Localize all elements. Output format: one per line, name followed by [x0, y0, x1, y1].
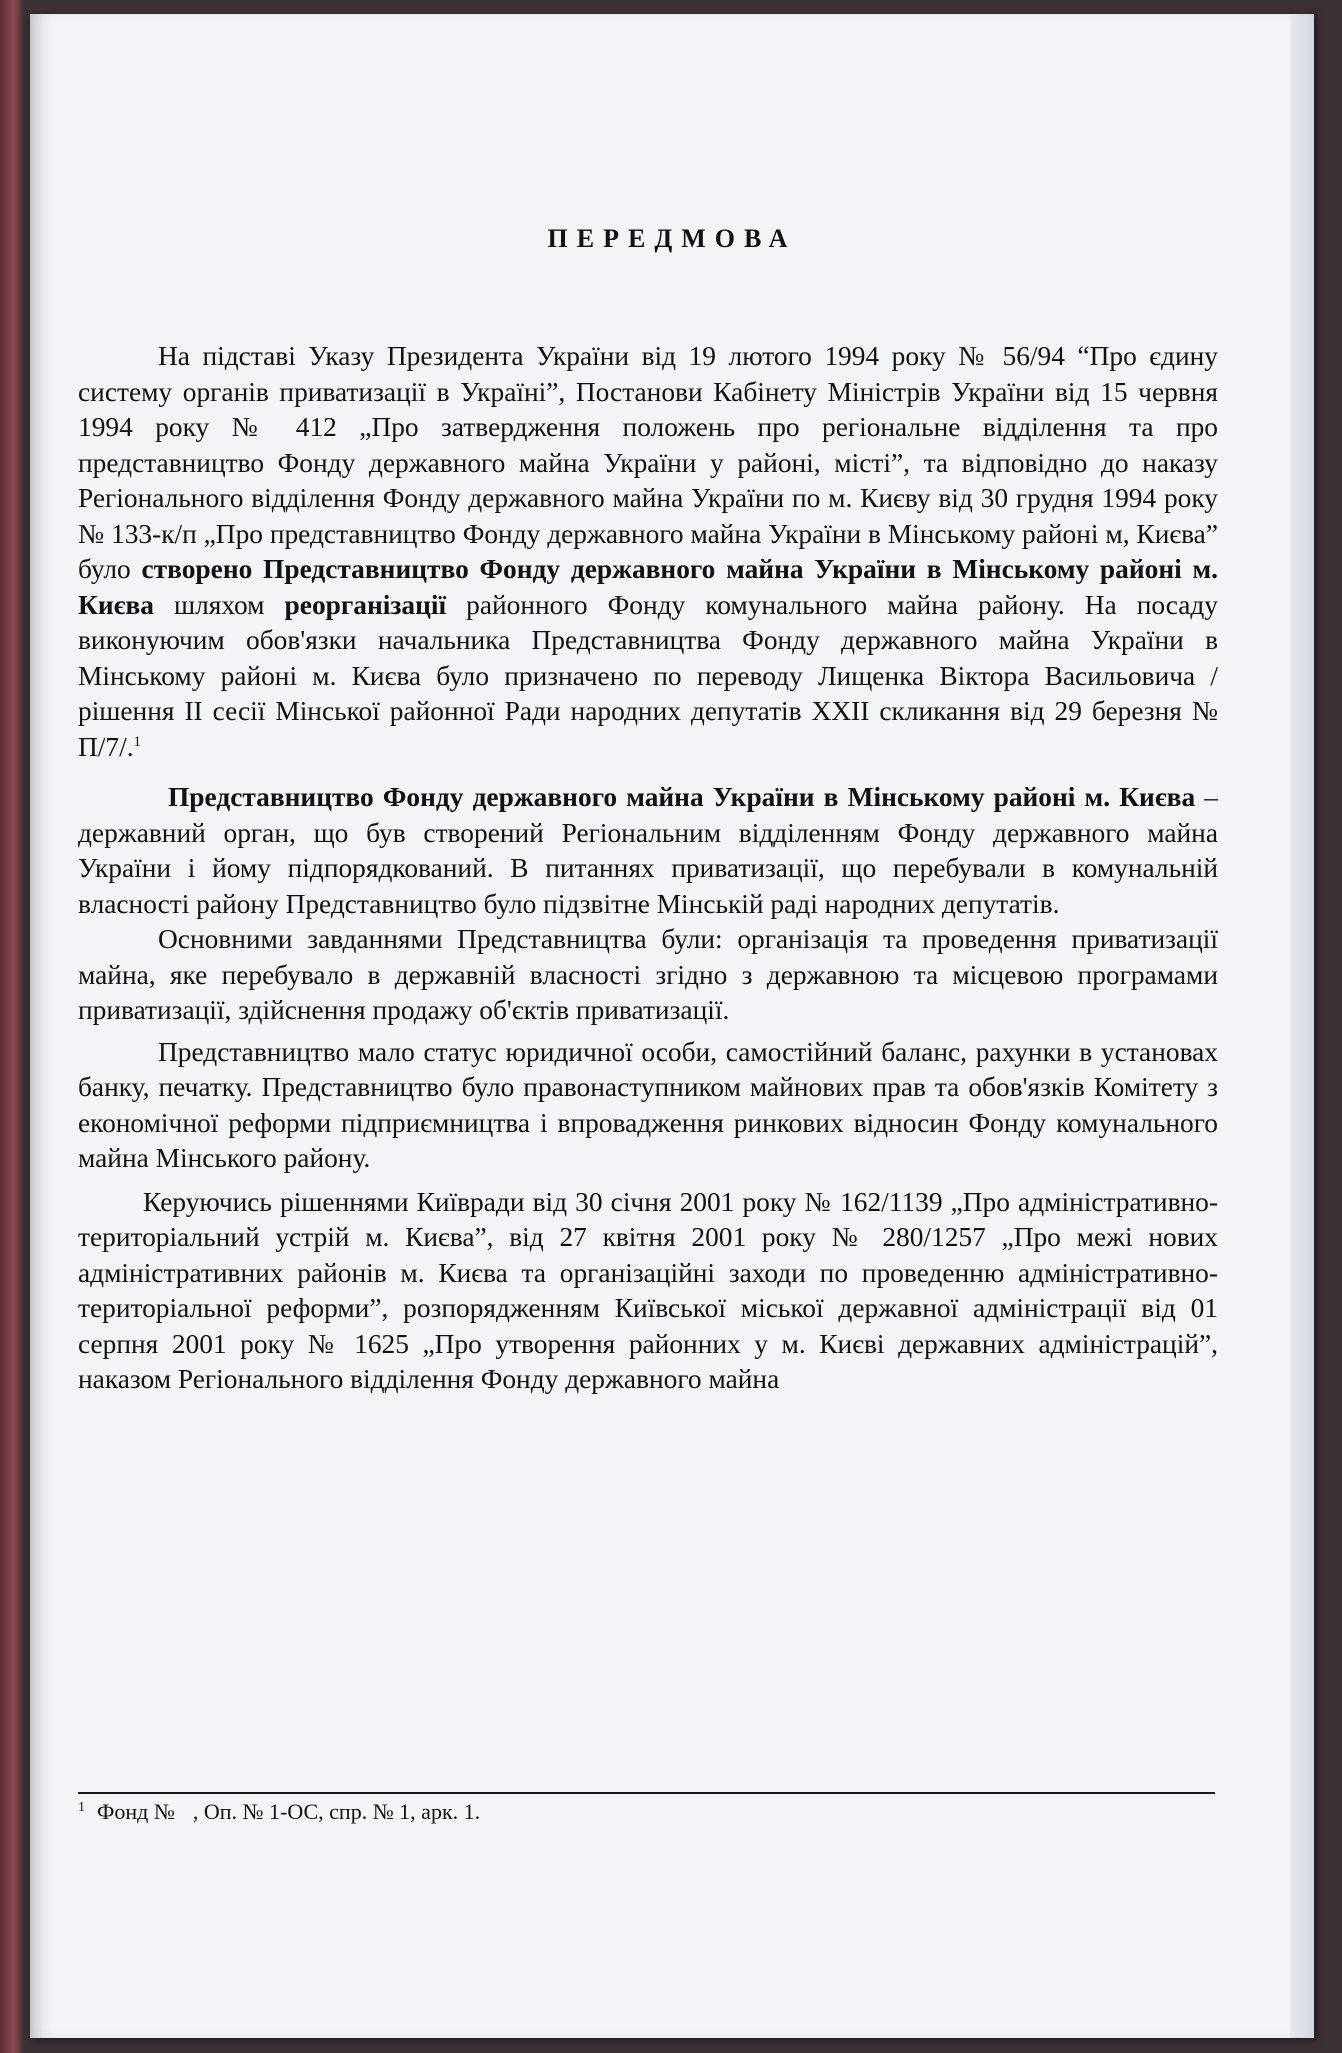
- paragraph-1-bold-d: реорганізації: [284, 589, 447, 620]
- footnote: [78, 1797, 480, 1827]
- paragraph-1-text-e: районного Фонду комунального майна району. На посаду виконуючим обов'язки начальника Представництва Фонду державного майна України в Мінському районі м. Києва було призначено по переводу Лищенка Віктора Васильовича /рішення ІІ сесії Мінської районної Ради народних депутатів ХХІІ скликання від 29 березня № П/7/.: [78, 589, 1219, 762]
- paragraph-1-bold-a: створено Представництво Фонду державного майна України в Мінському районі м. Києва: [78, 554, 1218, 620]
- paragraph-5: Керуючись рішеннями Київради від 30 січня 2001 року № 162/1139 „Про адміністративно-територіальний устрій м. Києва”, від 27 квітня 2001 року № 280/1257 „Про межі нових адміністративних районів м. Києва та організаційні заходи по проведенню адміністративно-територіальної реформи”, розпорядженням Київської міської державної адміністрації від 01 серпня 2001 року № 1625 „Про утворення районних у м. Києві державних адміністрацій”, наказом Регіонального відділення Фонду державного майна: [78, 1186, 1218, 1394]
- paragraph-2-text: – державний орган, що був створений Регіональним відділенням Фонду державного майна України і йому підпорядкований. В питаннях приватизації, що перебували в комунальній власності району Представництво було підзвітне Мінській раді народних депутатів.: [78, 782, 1218, 919]
- paragraph-1-text-a: На підставі Указу Президента України від 19 лютого 1994 року № 56/94 “Про єдину систему органів приватизації в Україні”, Постанови Кабінету Міністрів України від 15 червня 1994 року № 412 „Про затвердження положень про регіональне відділення та про представництво Фонду державного майна України у районі, місті”, та відповідно до наказу Регіонального відділення Фонду державного майна України по м. Києву від 30 грудня 1994 року № 133-к/п „Про представництво Фонду державного майна України в Мінському районі м, Києва” було: [78, 341, 1218, 584]
- paragraph-1: [78, 339, 1218, 765]
- paragraph-3: Основними завданнями Представництва були: організація та проведення приватизації майна, яке перебувало в державній власності згідно з державною та місцевою програмами приватизації, здійснення продажу об'єктів приватизації.: [78, 924, 1218, 1025]
- page-edge: [1290, 14, 1314, 2038]
- footnote-mark: 1: [78, 1799, 85, 1815]
- document-page: [30, 14, 1314, 2038]
- footnote-reference: 1: [133, 733, 142, 750]
- paragraph-1-text-c: шляхом: [153, 589, 285, 620]
- footnote-reference-text: , Оп. № 1-ОС, спр. № 1, арк. 1.: [192, 1799, 481, 1824]
- footnote-divider: [78, 1792, 1215, 1794]
- document-body: [78, 339, 1218, 1406]
- paragraph-2: [78, 780, 1218, 922]
- footnote-fund: Фонд №: [97, 1799, 175, 1824]
- paragraph-4: Представництво мало статус юридичної особи, самостійний баланс, рахунки в установах банку, печатку. Представництво було правонаступником майнових прав та обов'язків Комітету з економічної реформи підприємництва і впровадження ринкових відносин Фонду комунального майна Мінського району.: [78, 1036, 1218, 1173]
- page-title: ПЕРЕДМОВА: [547, 224, 797, 253]
- paragraph-2-bold: Представництво Фонду державного майна України в Мінському районі м. Києва: [168, 782, 1196, 812]
